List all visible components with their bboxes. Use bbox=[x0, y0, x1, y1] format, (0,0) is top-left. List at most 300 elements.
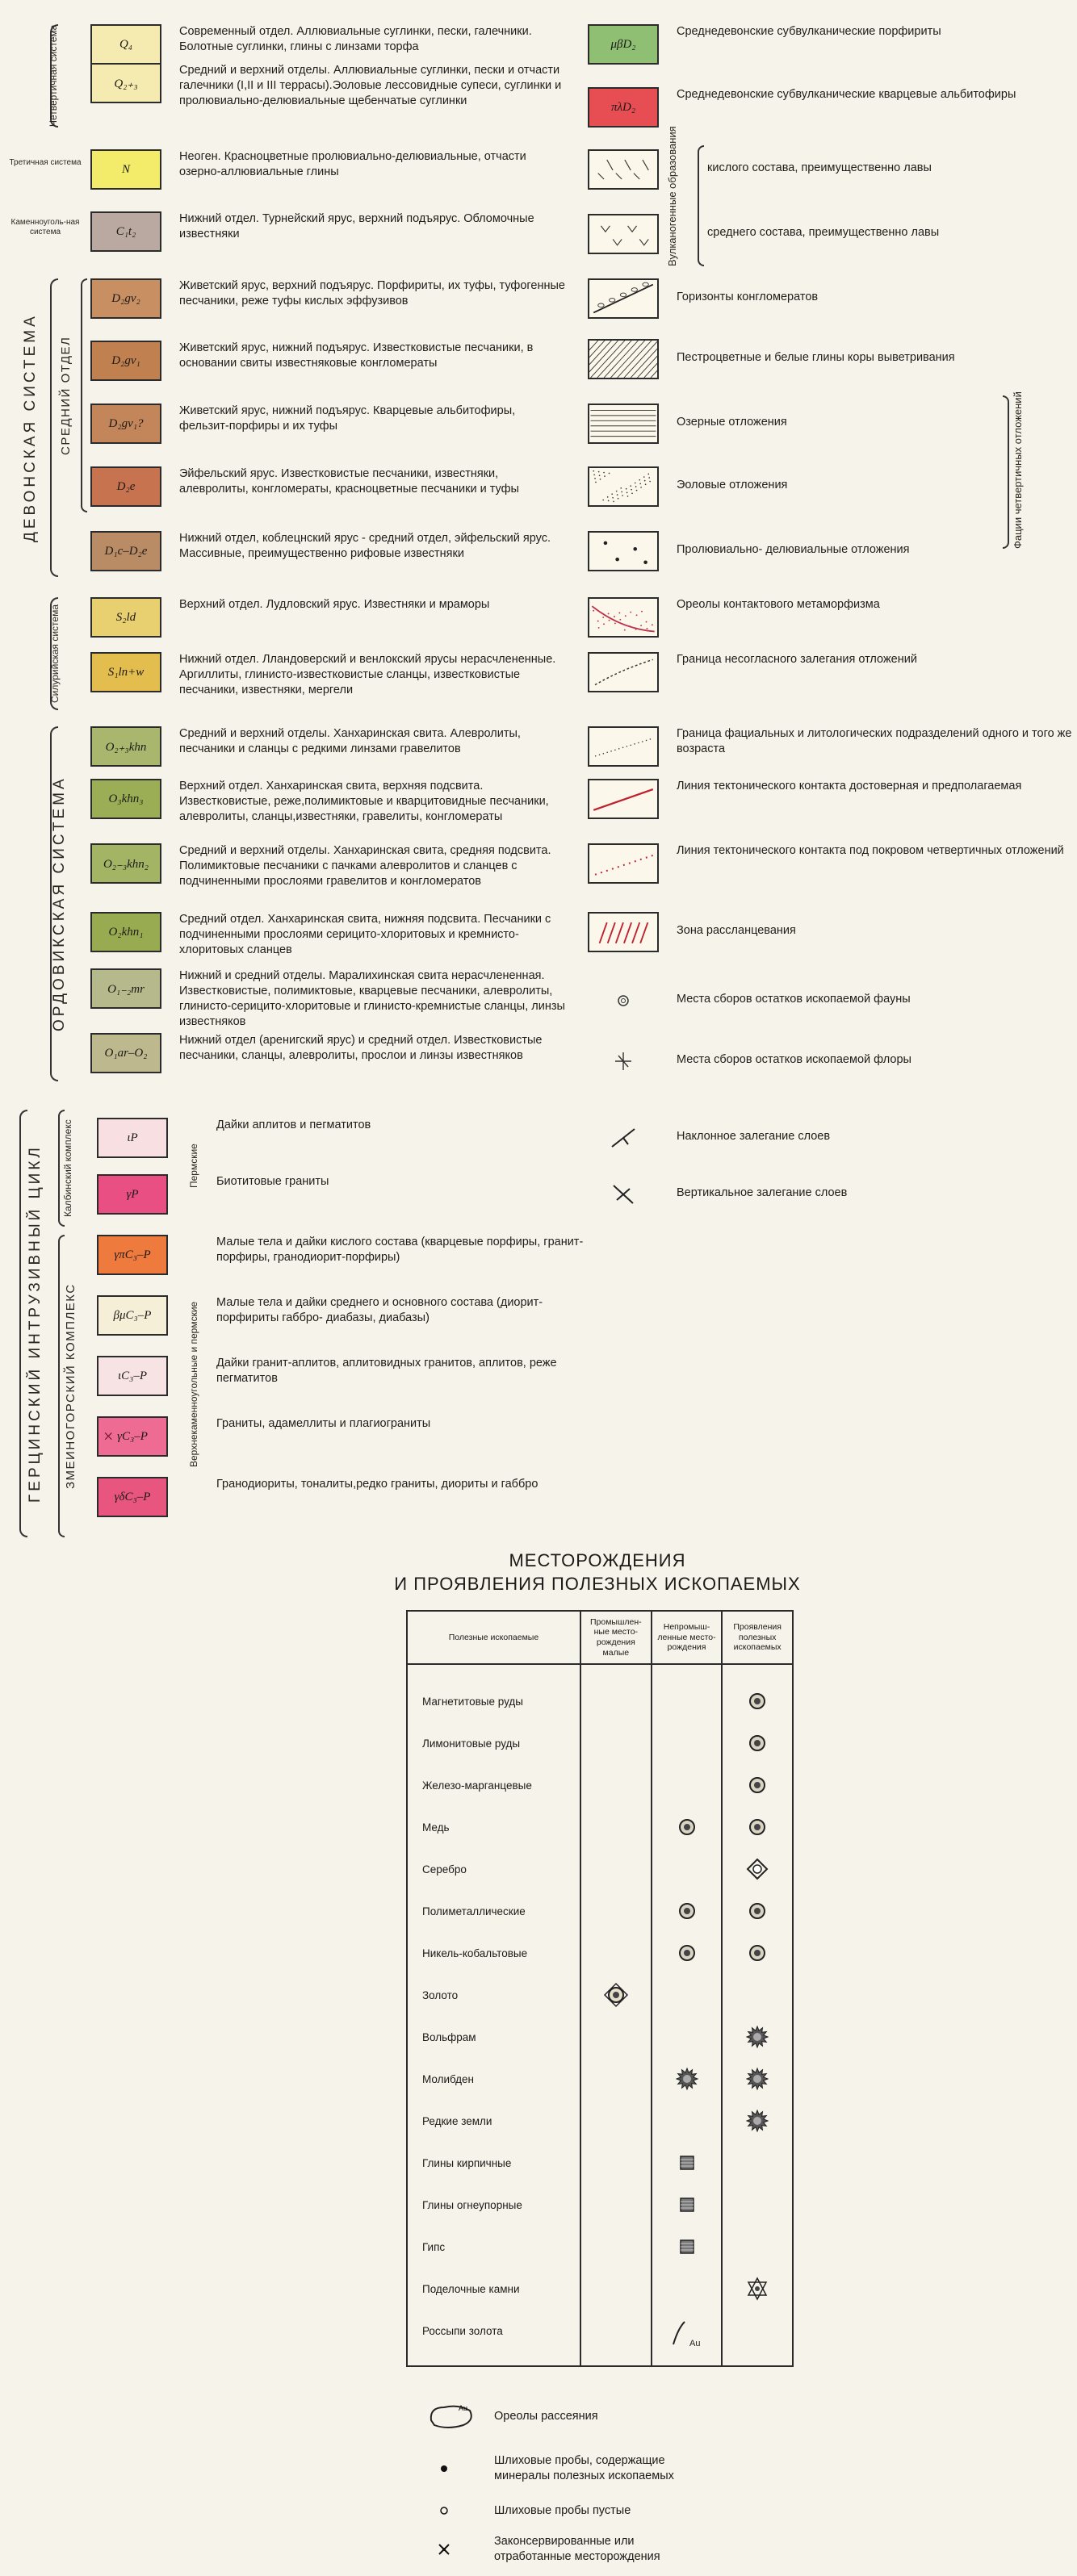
legend-row-right bbox=[588, 214, 1077, 254]
unit-description: Живетский ярус, верхний подъярус. Порфириты, их туфы, туфогенные песчаники, реже туфы кислых эффузивов bbox=[179, 279, 565, 308]
unit-description: Малые тела и дайки кислого состава (кварцевые порфиры, гранит- порфиры, гранодиорит-порфиры) bbox=[216, 1236, 584, 1265]
note-row bbox=[426, 2495, 704, 2526]
fault-line-svg bbox=[589, 780, 657, 818]
legend-row-right bbox=[588, 1118, 1077, 1158]
legend-row-left bbox=[90, 968, 567, 1031]
marker-cell-ind bbox=[580, 1932, 652, 1974]
star-occurrence-icon bbox=[674, 2066, 700, 2092]
ordovician-label: ОРДОВИКСКАЯ СИСТЕМА bbox=[51, 776, 68, 1032]
concentrate-sample-dot-icon bbox=[426, 2453, 476, 2484]
table-row bbox=[407, 1932, 793, 1974]
table-row bbox=[407, 1848, 793, 1890]
marker-cell-occ bbox=[722, 1848, 793, 1890]
inclined-bedding-icon-svg bbox=[588, 1118, 659, 1158]
unit-swatch bbox=[90, 466, 161, 507]
facies-boundary-line-svg bbox=[589, 728, 657, 765]
legend-row-left bbox=[90, 341, 567, 381]
unit-description: Верхний отдел. Ханхаринская свита, верхняя подсвита. Известковистые, реже,полимиктовые и кварцитовидные песчаники, алевролиты, сланцы,известняки, гравелиты, конгломераты bbox=[179, 780, 549, 824]
unit-swatch bbox=[97, 1477, 168, 1517]
contact-aureole-pattern-svg bbox=[589, 599, 657, 636]
symbol-description: Среднедевонские субвулканические кварцевые альбитофиры bbox=[677, 88, 1016, 101]
occurrence-circle-icon bbox=[744, 1730, 770, 1756]
unit-code: γC₃–P bbox=[117, 1429, 148, 1443]
mineral-name: Лимонитовые руды bbox=[407, 1722, 580, 1764]
symbol-description: Среднедевонские субвулканические порфириты bbox=[677, 25, 941, 38]
marker-cell-ind bbox=[580, 2016, 652, 2058]
aureole-label: Au bbox=[459, 2404, 468, 2412]
unit-code: S₁ln+w bbox=[107, 665, 145, 679]
star-occurrence-icon bbox=[744, 2066, 770, 2092]
unit-description: Нижний и средний отделы. Маралихинская свита нерасчлененная. Известковистые, полимиктовые, кварцевые песчаники, алевролиты, глинисто-серицито-хлоритовые и глинисто-кремнистые сланцы, линзы известняков bbox=[179, 969, 565, 1029]
symbol-description: Вертикальное залегание слоев bbox=[677, 1186, 848, 1199]
occurrence-circle-icon bbox=[744, 1940, 770, 1966]
legend-row-left bbox=[97, 1174, 604, 1215]
legend-row-left bbox=[90, 726, 567, 767]
mineral-name: Серебро bbox=[407, 1848, 580, 1890]
unit-swatch bbox=[588, 24, 659, 65]
vertical-bedding-icon bbox=[588, 1174, 659, 1215]
deposits-table bbox=[406, 1610, 794, 2367]
conglomerate-pattern-svg bbox=[589, 280, 657, 317]
facies-label: Фации четвертичных отложений bbox=[1012, 391, 1024, 549]
unit-description: Верхний отдел. Лудловский ярус. Известняки и мраморы bbox=[179, 598, 490, 611]
marker-cell-non bbox=[652, 2310, 723, 2352]
table-row bbox=[407, 2100, 793, 2142]
marker-cell-non bbox=[652, 2184, 723, 2226]
spacer-cell bbox=[722, 1664, 793, 1680]
unit-code: N bbox=[121, 162, 130, 176]
unit-code: D₂e bbox=[116, 479, 136, 493]
mineral-name: Золото bbox=[407, 1974, 580, 2016]
end-cell bbox=[407, 2352, 580, 2366]
unit-swatch bbox=[97, 1118, 168, 1158]
unit-code: O₃khn₃ bbox=[108, 792, 144, 805]
unit-code: D₂gv₁ bbox=[111, 353, 140, 367]
devonian-brace bbox=[50, 278, 58, 577]
mineral-name: Гипс bbox=[407, 2226, 580, 2268]
marker-cell-ind bbox=[580, 1974, 652, 2016]
note-text: Ореолы рассеяния bbox=[494, 2409, 598, 2423]
unit-code: D₂gv₁? bbox=[108, 416, 144, 430]
mineral-name: Полиметаллические bbox=[407, 1890, 580, 1932]
marker-cell-non bbox=[652, 1848, 723, 1890]
legend-row-left bbox=[90, 843, 567, 889]
table-row bbox=[407, 2016, 793, 2058]
mineral-name: Магнетитовые руды bbox=[407, 1680, 580, 1722]
unit-code: γπC₃–P bbox=[114, 1248, 151, 1261]
legend-row-right bbox=[588, 87, 1077, 128]
mothballed-deposit-cross-icon bbox=[426, 2534, 476, 2565]
unit-swatch bbox=[588, 87, 659, 128]
legend-row-left bbox=[97, 1235, 604, 1275]
carboniferous-label: Каменноуголь-ная система bbox=[10, 218, 80, 236]
unit-description: Нижний отдел. Лландоверский и венлокский ярусы нерасчлененные. Аргиллиты, глинисто-известковистые сланцы, известковистые песчаники, известняки, мергели bbox=[179, 653, 556, 697]
star-occurrence-icon bbox=[744, 2024, 770, 2050]
unit-code: γP bbox=[126, 1187, 139, 1201]
zmeinogorsky-label: ЗМЕИНОГОРСКИЙ КОМПЛЕКС bbox=[64, 1283, 78, 1489]
lake-deposits-hatch-svg bbox=[589, 405, 657, 442]
occurrence-circle-icon bbox=[744, 1688, 770, 1714]
unit-swatch bbox=[97, 1174, 168, 1215]
occurrence-circle-icon bbox=[674, 1898, 700, 1924]
symbol-description: Граница несогласного залегания отложений bbox=[677, 653, 917, 666]
legend-row-left bbox=[97, 1118, 604, 1158]
unit-swatch bbox=[90, 1033, 161, 1073]
unit-swatch bbox=[90, 531, 161, 571]
table-row bbox=[407, 2058, 793, 2100]
col-occurrences: Проявления полезных ископаемых bbox=[722, 1611, 793, 1664]
marker-cell-ind bbox=[580, 1764, 652, 1806]
legend-row-left bbox=[90, 63, 567, 109]
devonian-middle-label: СРЕДНИЙ ОТДЕЛ bbox=[59, 336, 73, 455]
symbol-description: Зона рассланцевания bbox=[677, 924, 796, 937]
gold-deposit-icon bbox=[603, 1982, 629, 2008]
col-minerals: Полезные ископаемые bbox=[407, 1611, 580, 1664]
mineral-name: Железо-марганцевые bbox=[407, 1764, 580, 1806]
legend-row-right bbox=[588, 24, 1077, 65]
unit-description: Нижний отдел. Турнейский ярус, верхний подъярус. Обломочные известняки bbox=[179, 212, 534, 241]
col-industrial: Промышлен-ные место-рождения малые bbox=[580, 1611, 652, 1664]
unit-code: ιC₃–P bbox=[117, 1369, 148, 1382]
kalbinsky-label: Калбинский комплекс bbox=[62, 1119, 73, 1217]
legend-row-right bbox=[588, 339, 1077, 379]
marker-cell-non bbox=[652, 1974, 723, 2016]
unit-description: Средний и верхний отделы. Аллювиальные суглинки, пески и отчасти галечники (I,II и III террасы).Эоловые лессовидные супеси, суглинки и пролювиально-делювиальные щебенчатые суглинки bbox=[179, 64, 562, 108]
unit-description: Эйфельский ярус. Известковистые песчаники, известняки, алевролиты, конгломераты, красноцветные песчаники и туфы bbox=[179, 467, 519, 496]
legend-row-left bbox=[90, 652, 567, 698]
gemstone-hexstar-icon bbox=[744, 2276, 770, 2302]
unit-swatch bbox=[90, 843, 161, 884]
aureole-icon bbox=[426, 2401, 476, 2432]
end-cell bbox=[652, 2352, 723, 2366]
legend-row-right bbox=[588, 531, 1077, 571]
mineral-name: Поделочные камни bbox=[407, 2268, 580, 2310]
symbol-description: Озерные отложения bbox=[677, 416, 787, 429]
clay-square-icon bbox=[674, 2234, 700, 2260]
marker-cell-ind bbox=[580, 1848, 652, 1890]
deposits-table-body bbox=[407, 1664, 793, 2366]
legend-row-left bbox=[90, 597, 567, 638]
unit-swatch bbox=[90, 278, 161, 319]
legend-row-right bbox=[588, 466, 1077, 507]
symbol-description: Места сборов остатков ископаемой фауны bbox=[677, 993, 911, 1006]
unit-code: O₁₋₂mr bbox=[107, 982, 145, 996]
unit-description: Неоген. Красноцветные пролювиально-делювиальные, отчасти озерно-аллювиальные глины bbox=[179, 150, 526, 179]
symbol-description: Наклонное залегание слоев bbox=[677, 1130, 831, 1143]
unit-description: Граниты, адамеллиты и плагиограниты bbox=[216, 1417, 431, 1430]
mineral-name: Вольфрам bbox=[407, 2016, 580, 2058]
unit-swatch bbox=[97, 1356, 168, 1396]
unit-swatch bbox=[90, 63, 161, 103]
silver-diamond-icon bbox=[744, 1856, 770, 1882]
symbol-description: Линия тектонического контакта достоверная и предполагаемая bbox=[677, 780, 1022, 792]
marker-cell-occ bbox=[722, 1764, 793, 1806]
unit-code: μβD₂ bbox=[610, 37, 636, 51]
marker-cell-non bbox=[652, 2142, 723, 2184]
marker-cell-occ bbox=[722, 2310, 793, 2352]
unit-swatch bbox=[90, 726, 161, 767]
occurrence-circle-icon bbox=[744, 1772, 770, 1798]
marker-cell-occ bbox=[722, 2016, 793, 2058]
legend-row-left bbox=[90, 1033, 567, 1073]
table-row bbox=[407, 1974, 793, 2016]
symbol-description: Горизонты конгломератов bbox=[677, 291, 819, 303]
unit-swatch bbox=[90, 597, 161, 638]
mineral-name: Медь bbox=[407, 1806, 580, 1848]
table-end-row bbox=[407, 2352, 793, 2366]
unit-code: C₁t₂ bbox=[115, 224, 136, 238]
marker-cell-occ bbox=[722, 2268, 793, 2310]
unit-description: Биотитовые граниты bbox=[216, 1175, 329, 1188]
unit-code: πλD₂ bbox=[610, 100, 636, 114]
empty-sample-ring-icon bbox=[426, 2495, 476, 2526]
symbol-description: Пролювиально- делювиальные отложения bbox=[677, 543, 910, 556]
proluvial-dots bbox=[588, 531, 659, 571]
legend-row-right bbox=[588, 278, 1077, 319]
marker-cell-occ bbox=[722, 1806, 793, 1848]
symbol-description: Эоловые отложения bbox=[677, 479, 788, 491]
spacer-cell bbox=[580, 1664, 652, 1680]
unit-code: O₁ar–O₂ bbox=[104, 1046, 148, 1060]
col-nonindustrial: Непромыш-ленные место-рождения bbox=[652, 1611, 723, 1664]
marker-cell-non bbox=[652, 1680, 723, 1722]
unit-code: S₂ld bbox=[115, 610, 136, 624]
placer-gold-icon bbox=[668, 2312, 706, 2349]
lava-medium-pattern bbox=[588, 214, 659, 254]
lava-medium-pattern-svg bbox=[589, 215, 657, 253]
fauna-site-icon bbox=[588, 981, 659, 1021]
marker-cell-ind bbox=[580, 2310, 652, 2352]
symbol-description: Пестроцветные и белые глины коры выветривания bbox=[677, 351, 955, 364]
occurrence-circle-icon bbox=[674, 1814, 700, 1840]
unit-description: Дайки аплитов и пегматитов bbox=[216, 1119, 371, 1131]
legend-row-left bbox=[97, 1356, 604, 1396]
table-row bbox=[407, 2226, 793, 2268]
fault-line bbox=[588, 779, 659, 819]
devonian-label: ДЕВОНСКАЯ СИСТЕМА bbox=[22, 313, 39, 542]
flora-site-icon-svg bbox=[588, 1041, 659, 1081]
table-row bbox=[407, 1680, 793, 1722]
conglomerate-pattern bbox=[588, 278, 659, 319]
unconformity-line bbox=[588, 652, 659, 692]
deposits-title-line2: И ПРОЯВЛЕНИЯ ПОЛЕЗНЫХ ИСКОПАЕМЫХ bbox=[394, 1573, 801, 1594]
legend-row-left bbox=[90, 149, 567, 190]
marker-cell-ind bbox=[580, 2268, 652, 2310]
marker-cell-occ bbox=[722, 1932, 793, 1974]
devonian-middle-brace bbox=[81, 278, 87, 512]
unit-description: Малые тела и дайки среднего и основного состава (диорит-порфириты габбро- диабазы, диабазы) bbox=[216, 1296, 543, 1325]
symbol-description: Ореолы контактового метаморфизма bbox=[677, 598, 880, 611]
table-row bbox=[407, 1806, 793, 1848]
unit-swatch bbox=[90, 211, 161, 252]
table-row bbox=[407, 2310, 793, 2352]
spacer-cell bbox=[407, 1664, 580, 1680]
eolian-dots bbox=[588, 466, 659, 507]
unit-swatch bbox=[97, 1416, 168, 1457]
unit-description: Дайки гранит-аплитов, аплитовидных гранитов, аплитов, реже пегматитов bbox=[216, 1357, 557, 1386]
volcanogenic-label: Вулканогенные образования bbox=[666, 126, 678, 266]
table-row bbox=[407, 2184, 793, 2226]
mineral-name: Молибден bbox=[407, 2058, 580, 2100]
marker-cell-non bbox=[652, 1722, 723, 1764]
legend-row-left bbox=[97, 1477, 604, 1517]
permian-label: Пермские bbox=[188, 1144, 199, 1189]
hercynian-label: ГЕРЦИНСКИЙ ИНТРУЗИВНЫЙ ЦИКЛ bbox=[27, 1144, 44, 1503]
clay-square-icon bbox=[674, 2150, 700, 2176]
unit-swatch bbox=[90, 24, 161, 65]
marker-cell-non bbox=[652, 1890, 723, 1932]
legend-row-left bbox=[90, 211, 567, 252]
marker-cell-ind bbox=[580, 2226, 652, 2268]
lake-deposits-hatch bbox=[588, 404, 659, 444]
proluvial-dots-svg bbox=[589, 533, 657, 570]
star-occurrence-icon bbox=[744, 2108, 770, 2134]
mineral-name: Никель-кобальтовые bbox=[407, 1932, 580, 1974]
unit-code: γδC₃–P bbox=[114, 1490, 151, 1503]
unit-code: O₂₊₃khn bbox=[105, 740, 147, 754]
unit-description: Живетский ярус, нижний подъярус. Известковистые песчаники, в основании свиты известняковые конгломераты bbox=[179, 341, 534, 370]
schistosity-zone-svg bbox=[589, 914, 657, 951]
mineral-name: Глины огнеупорные bbox=[407, 2184, 580, 2226]
table-spacer-row bbox=[407, 1664, 793, 1680]
legend-row-right bbox=[588, 404, 1077, 444]
marker-cell-non bbox=[652, 2268, 723, 2310]
marker-cell-occ bbox=[722, 2142, 793, 2184]
deposits-header-row bbox=[407, 1611, 793, 1664]
occurrence-circle-icon bbox=[674, 1940, 700, 1966]
weathering-clay-hatch-svg bbox=[589, 341, 657, 378]
unit-swatch bbox=[90, 912, 161, 952]
inclined-bedding-icon bbox=[588, 1118, 659, 1158]
eolian-dots-svg bbox=[589, 468, 657, 505]
tertiary-label: Третичная система bbox=[9, 158, 82, 167]
occurrence-circle-icon bbox=[744, 1814, 770, 1840]
unit-description: Средний и верхний отделы. Ханхаринская свита, средняя подсвита. Полимиктовые песчаники с пачками алевролитов и сланцев с подчиненными прослоями гравелитов и конгломератов bbox=[179, 844, 551, 889]
note-text: Законсервированные или отработанные месторождения bbox=[494, 2535, 660, 2563]
marker-cell-ind bbox=[580, 2058, 652, 2100]
legend-row-right bbox=[588, 149, 1077, 190]
placer-label: Au bbox=[689, 2339, 700, 2348]
symbol-description: Места сборов остатков ископаемой флоры bbox=[677, 1053, 911, 1066]
note-row bbox=[426, 2534, 704, 2565]
unit-description: Нижний отдел, коблецнский ярус - средний отдел, эйфельский ярус. Массивные, преимущественно рифовые известняки bbox=[179, 532, 551, 561]
upper-carb-permian-label: Верхнекаменноугольные и пермские bbox=[188, 1301, 199, 1467]
legend-row-left bbox=[97, 1295, 604, 1336]
marker-cell-non bbox=[652, 1764, 723, 1806]
unit-swatch bbox=[90, 968, 161, 1009]
unit-swatch bbox=[90, 652, 161, 692]
symbol-description: кислого состава, преимущественно лавы bbox=[707, 161, 932, 174]
table-row bbox=[407, 2268, 793, 2310]
marker-cell-occ bbox=[722, 2184, 793, 2226]
deposits-title-line1: МЕСТОРОЖДЕНИЯ bbox=[509, 1550, 686, 1570]
legend-row-right bbox=[588, 1041, 1077, 1081]
unit-code: O₂khn₁ bbox=[108, 925, 144, 939]
vertical-bedding-icon-svg bbox=[588, 1174, 659, 1215]
unit-swatch bbox=[90, 341, 161, 381]
legend-row-left bbox=[90, 24, 567, 65]
marker-cell-occ bbox=[722, 2058, 793, 2100]
unit-description: Нижний отдел (аренигский ярус) и средний отдел. Известковистые песчаники, сланцы, алевролиты, прослои и линзы известняков bbox=[179, 1034, 543, 1063]
silurian-label: Силурийская система bbox=[49, 604, 61, 703]
legend-row-left bbox=[90, 466, 567, 507]
unit-code: D₂gv₂ bbox=[111, 291, 140, 305]
marker-cell-ind bbox=[580, 1680, 652, 1722]
spacer-cell bbox=[652, 1664, 723, 1680]
mineral-name: Россыпи золота bbox=[407, 2310, 580, 2352]
legend-row-left bbox=[90, 779, 567, 825]
marker-cell-occ bbox=[722, 1890, 793, 1932]
unit-code: βμC₃–P bbox=[113, 1308, 152, 1322]
marker-cell-non bbox=[652, 1806, 723, 1848]
occurrence-circle-icon bbox=[744, 1898, 770, 1924]
table-row bbox=[407, 1764, 793, 1806]
legend-row-left bbox=[97, 1416, 604, 1457]
marker-cell-ind bbox=[580, 1806, 652, 1848]
fauna-site-icon-svg bbox=[588, 981, 659, 1021]
unit-swatch bbox=[90, 149, 161, 190]
legend-row-right bbox=[588, 1174, 1077, 1215]
lava-acid-pattern-svg bbox=[589, 151, 657, 188]
weathering-clay-hatch bbox=[588, 339, 659, 379]
mineral-name: Глины кирпичные bbox=[407, 2142, 580, 2184]
marker-cell-occ bbox=[722, 1974, 793, 2016]
granodiorite-hatch-icon: × bbox=[103, 1426, 114, 1446]
marker-cell-ind bbox=[580, 2142, 652, 2184]
unit-description: Гранодиориты, тоналиты,редко граниты, диориты и габбро bbox=[216, 1478, 538, 1491]
note-row bbox=[426, 2401, 736, 2432]
legend-row-left bbox=[90, 912, 567, 958]
legend-row-right bbox=[588, 652, 1077, 692]
legend-row-right bbox=[588, 726, 1077, 767]
marker-cell-ind bbox=[580, 1890, 652, 1932]
schistosity-zone bbox=[588, 912, 659, 952]
marker-cell-non bbox=[652, 2226, 723, 2268]
facies-boundary-line bbox=[588, 726, 659, 767]
unit-description: Живетский ярус, нижний подъярус. Кварцевые альбитофиры, фельзит-порфиры и их туфы bbox=[179, 404, 516, 433]
symbol-description: Граница фациальных и литологических подразделений одного и того же возраста bbox=[677, 727, 1072, 756]
buried-fault-line-svg bbox=[589, 845, 657, 882]
end-cell bbox=[722, 2352, 793, 2366]
unit-code: Q₂₊₃ bbox=[114, 77, 138, 90]
note-text: Шлиховые пробы, содержащие минералы полезных ископаемых bbox=[494, 2454, 674, 2482]
marker-cell-non bbox=[652, 2058, 723, 2100]
legend-row-left bbox=[90, 404, 567, 444]
marker-cell-occ bbox=[722, 1680, 793, 1722]
marker-cell-ind bbox=[580, 1722, 652, 1764]
marker-cell-ind bbox=[580, 2100, 652, 2142]
unit-code: ιP bbox=[127, 1131, 138, 1144]
unit-code: Q₄ bbox=[119, 37, 133, 51]
unconformity-line-svg bbox=[589, 654, 657, 691]
unit-description: Средний отдел. Ханхаринская свита, нижняя подсвита. Песчаники с подчиненными прослоями серицито-хлоритовых и кремнисто-хлоритовых сланцев bbox=[179, 913, 551, 957]
unit-description: Современный отдел. Аллювиальные суглинки, пески, галечники. Болотные суглинки, глины с линзами торфа bbox=[179, 25, 532, 54]
lava-acid-pattern bbox=[588, 149, 659, 190]
unit-code: O₂₋₃khn₂ bbox=[103, 857, 149, 871]
legend-row-left bbox=[90, 531, 567, 571]
unit-code: D₁c–D₂e bbox=[104, 544, 148, 558]
unit-swatch bbox=[90, 404, 161, 444]
marker-cell-ind bbox=[580, 2184, 652, 2226]
symbol-description: Линия тектонического контакта под покровом четвертичных отложений bbox=[677, 844, 1064, 857]
symbol-description: среднего состава, преимущественно лавы bbox=[707, 226, 940, 239]
clay-square-icon bbox=[674, 2192, 700, 2218]
marker-cell-non bbox=[652, 2100, 723, 2142]
marker-cell-non bbox=[652, 2016, 723, 2058]
mineral-name: Редкие земли bbox=[407, 2100, 580, 2142]
marker-cell-occ bbox=[722, 2226, 793, 2268]
table-row bbox=[407, 2142, 793, 2184]
